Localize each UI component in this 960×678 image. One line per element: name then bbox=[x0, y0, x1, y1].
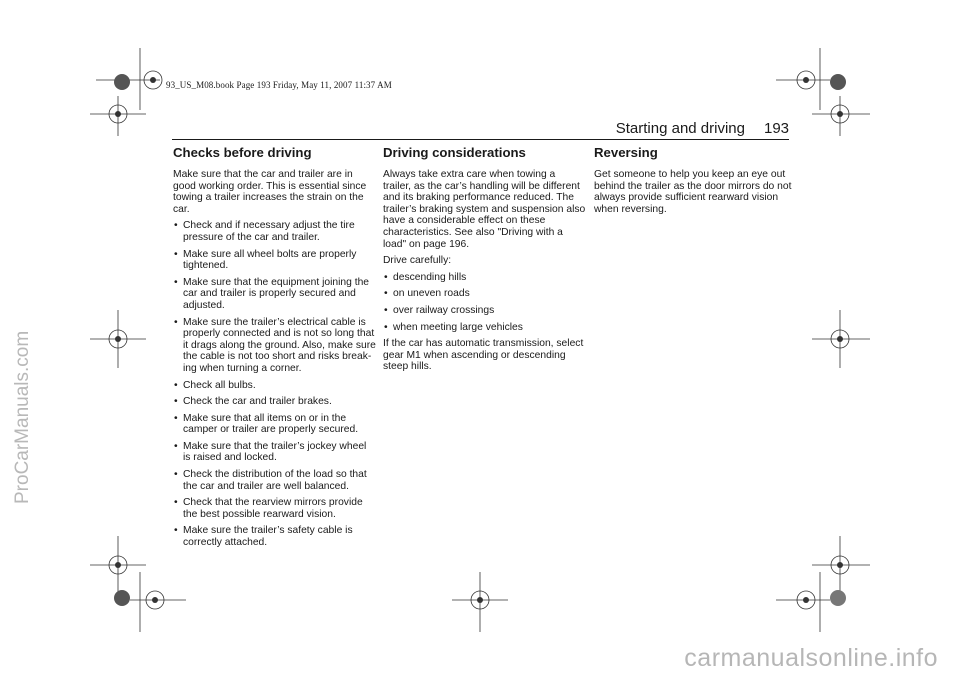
list-item: • Check the distribution of the load so that the car and trailer are well balanced. bbox=[173, 469, 376, 492]
column-checks-before-driving bbox=[173, 145, 376, 554]
list-item: • Make sure that all items on or in the camper or trailer are properly secured. bbox=[173, 413, 376, 436]
intro-paragraph: Make sure that the car and trailer are in good working order. This is essential since towing a trailer increases the strain on the car. bbox=[173, 169, 367, 215]
section-heading: Checks before driving bbox=[173, 145, 312, 160]
checklist bbox=[173, 220, 376, 548]
list-item: • Make sure that the equipment joining the car and trailer is properly secured and adjusted. bbox=[173, 277, 376, 312]
list-item: • when meeting large vehicles bbox=[383, 322, 586, 334]
outro-paragraph: If the car has automatic transmission, select gear M1 when ascending or descending steep hills. bbox=[383, 338, 584, 373]
section-heading: Driving considerations bbox=[383, 145, 526, 160]
list-item: • Make sure the trailer’s safety cable is correctly attached. bbox=[173, 525, 376, 548]
header-rule bbox=[172, 139, 789, 140]
running-header-title: Starting and driving bbox=[615, 120, 745, 137]
side-watermark: ProCarManuals.com bbox=[12, 330, 33, 504]
list-item: • Check the car and trailer brakes. bbox=[173, 396, 376, 408]
list-item: • Make sure that the trailer’s jockey wheel is raised and locked. bbox=[173, 441, 376, 464]
list-item: • over railway crossings bbox=[383, 305, 586, 317]
section-heading: Reversing bbox=[594, 145, 658, 160]
intro-paragraph: Get someone to help you keep an eye out behind the trailer as the door mirrors do not always provide sufficient rearward vision when reversing. bbox=[594, 169, 792, 215]
sub-paragraph: Drive carefully: bbox=[383, 255, 452, 267]
column-reversing bbox=[594, 145, 797, 220]
page-number: 193 bbox=[764, 120, 790, 137]
intro-paragraph: Always take extra care when towing a trailer, as the car’s handling will be different and its braking performance reduced. The trailer’s braking system and suspension also have a considerable effect on these characteristics. See also "Driving with a load" on page 196. bbox=[383, 169, 586, 250]
list-item: • Check that the rearview mirrors provide the best possible rearward vision. bbox=[173, 497, 376, 520]
column-driving-considerations bbox=[383, 145, 586, 378]
list-item: • Make sure the trailer’s electrical cable is properly connected and is not so long that it drags along the ground. Also, make sure the cable is not too short and risks break-ing when turning a corner. bbox=[173, 317, 376, 375]
list-item: • on uneven roads bbox=[383, 288, 586, 300]
book-info: 93_US_M08.book Page 193 Friday, May 11, 2007 11:37 AM bbox=[166, 80, 392, 90]
list-item: • Check and if necessary adjust the tire pressure of the car and trailer. bbox=[173, 220, 376, 243]
list-item: • Check all bulbs. bbox=[173, 380, 376, 392]
list-item: • descending hills bbox=[383, 272, 586, 284]
list-item: • Make sure all wheel bolts are properly tightened. bbox=[173, 249, 376, 272]
bottom-watermark: carmanualsonline.info bbox=[684, 644, 938, 672]
conditions-list bbox=[383, 272, 586, 333]
